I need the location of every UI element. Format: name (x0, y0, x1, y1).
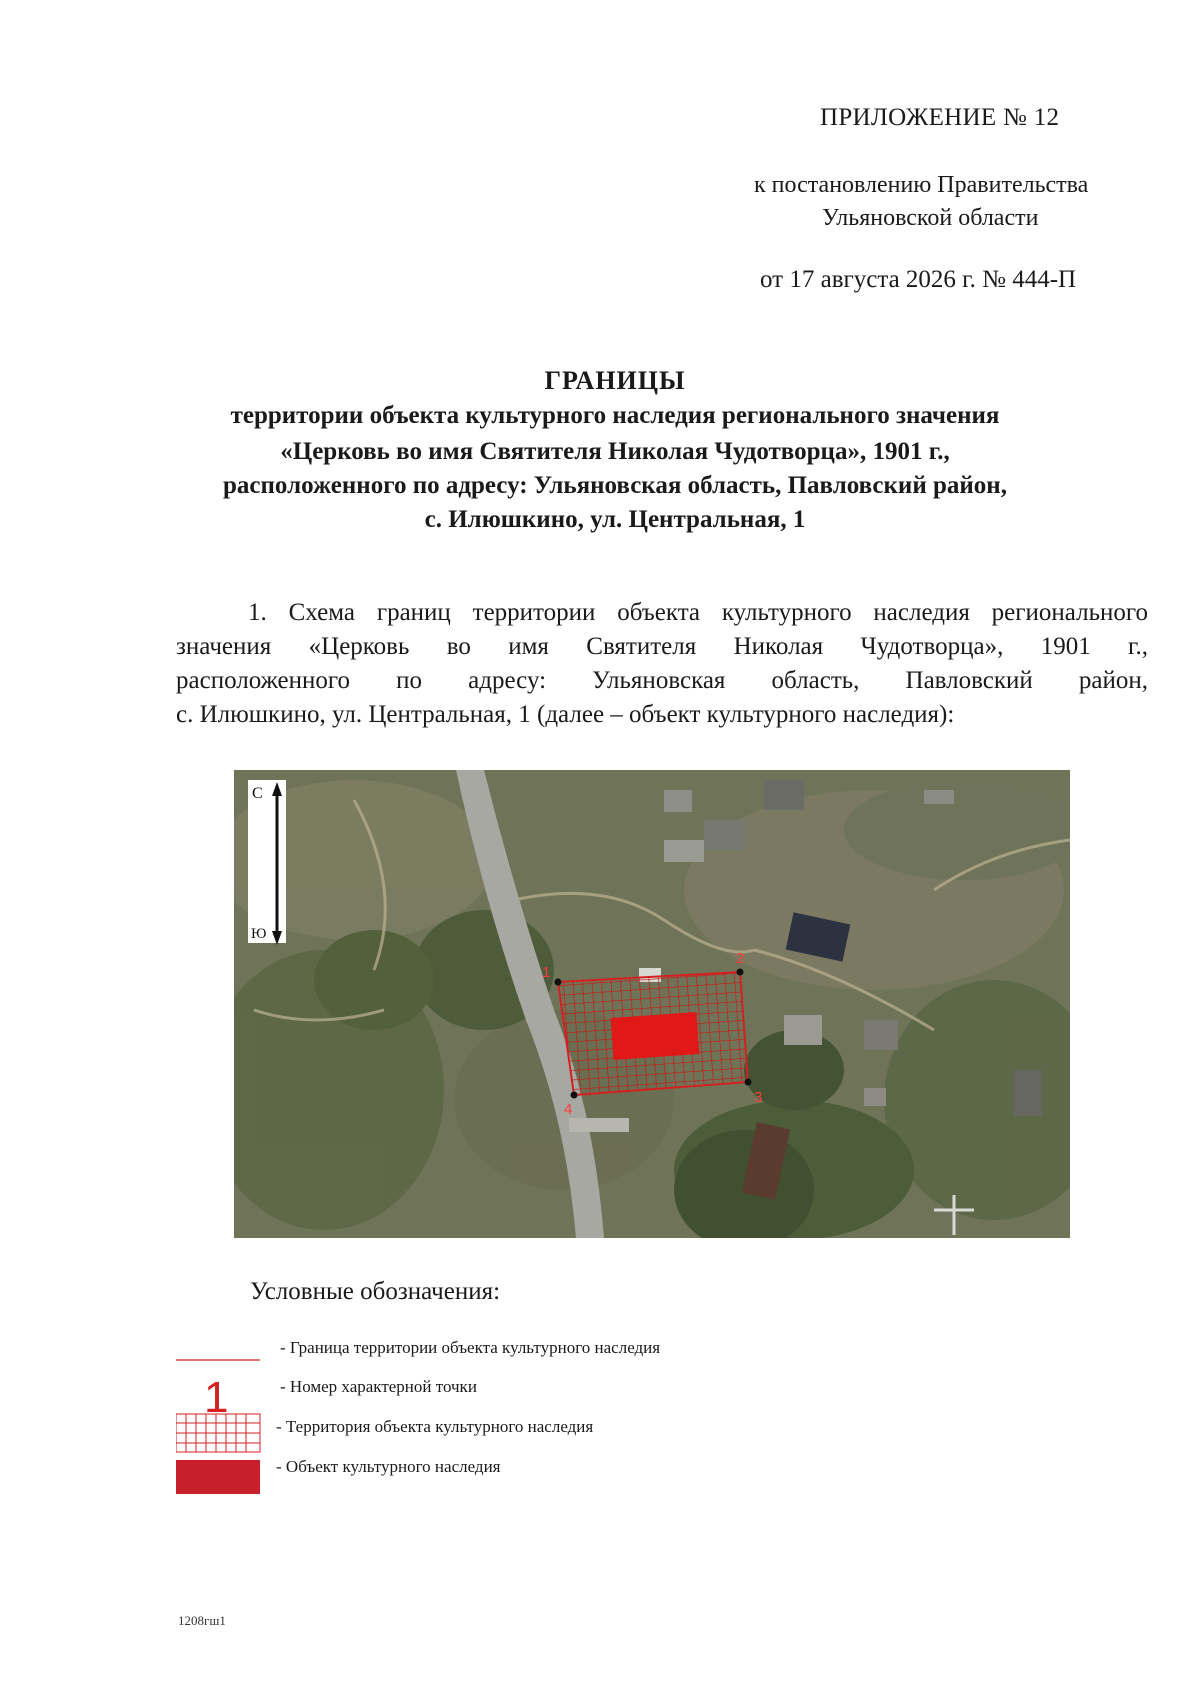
title-line-4: с. Илюшкино, ул. Центральная, 1 (424, 506, 806, 533)
appendix-to-line1: к постановлению Правительства (754, 172, 1089, 198)
scheme-paragraph (176, 596, 1148, 732)
paragraph-line: расположенного по адресу: Ульяновская область, Павловский район, (176, 667, 1148, 694)
legend-item-point: - Номер характерной точки (280, 1377, 477, 1396)
title-line-1: территории объекта культурного наследия регионального значения (230, 402, 1000, 429)
appendix-date: от 17 августа 2026 г. № 444-П (760, 266, 1077, 293)
north-arrow (248, 780, 286, 945)
cultural-heritage-object (611, 1012, 700, 1060)
appendix-title: ПРИЛОЖЕНИЕ № 12 (820, 104, 1060, 131)
north-label: С (252, 785, 263, 802)
south-label: Ю (251, 926, 267, 942)
document-title: ГРАНИЦЫ (544, 366, 686, 395)
legend-item-boundary: - Граница территории объекта культурного наследия (280, 1338, 661, 1357)
point-label-4: 4 (564, 1101, 573, 1118)
legend-object-fill (176, 1460, 260, 1494)
point-label-3: 3 (754, 1089, 763, 1106)
point-label-1: 1 (542, 964, 551, 981)
boundary-map (234, 770, 1070, 1238)
paragraph-line: значения «Церковь во имя Святителя Николая Чудотворца», 1901 г., (176, 633, 1148, 660)
appendix-to-line2: Ульяновской области (822, 205, 1039, 231)
title-line-3: расположенного по адресу: Ульяновская область, Павловский район, (223, 472, 1007, 499)
legend-item-territory: - Территория объекта культурного наследия (276, 1417, 594, 1436)
legend-point-number: 1 (204, 1373, 229, 1422)
title-line-2: «Церковь во имя Святителя Николая Чудотворца», 1901 г., (280, 438, 950, 465)
footer-code: 1208гш1 (178, 1613, 226, 1628)
legend-item-object: - Объект культурного наследия (276, 1457, 501, 1476)
paragraph-line: 1. Схема границ территории объекта культурного наследия регионального (248, 599, 1148, 626)
point-label-2: 2 (736, 950, 745, 967)
paragraph-line: с. Илюшкино, ул. Центральная, 1 (далее – объект культурного наследия): (176, 701, 955, 728)
legend-title: Условные обозначения: (250, 1278, 501, 1305)
legend-symbols (176, 1330, 270, 1510)
